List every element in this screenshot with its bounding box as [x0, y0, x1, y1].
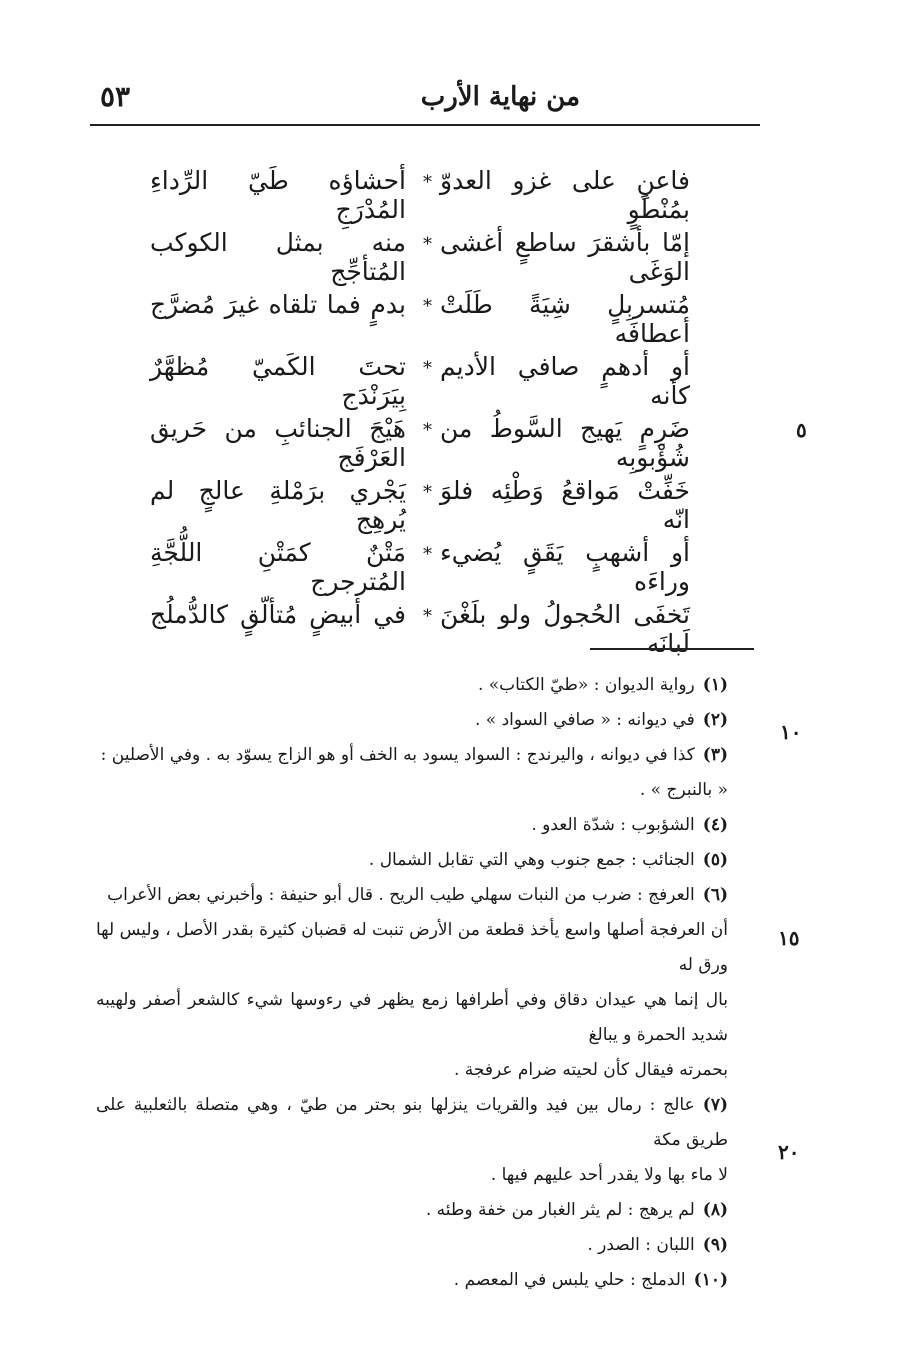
footnote-text: الجنائب : جمع جنوب وهي التي تقابل الشمال .: [368, 850, 695, 870]
hemistich-second: مَتْنٌ كمَتْنِ اللُّجَّةِ المُترجرج: [150, 538, 406, 596]
verse-separator: *: [423, 358, 432, 379]
verse-separator: *: [423, 606, 432, 627]
hemistich-second: تحتَ الكَميّ مُظهَّرٌ بِيَرَنْدَج: [150, 352, 406, 410]
verse-separator: *: [423, 420, 432, 441]
footnote-6-continuation: بال إنما هي عيدان دقاق وفي أطرافها زمع يظهر في رءوسها شيء كالشعر أصفر ولهيبه شديد الحمرة و يبالغ: [96, 990, 728, 1045]
footnote-1: [96, 668, 728, 703]
footnotes: [96, 668, 728, 1298]
footnote-label: (٩): [702, 1235, 728, 1255]
footnote-label: (١): [702, 675, 728, 695]
hemistich-first: تَخفَى الحُجولُ ولو بلَغْنَ لَبانَه: [440, 600, 690, 658]
footnote-label: (٨): [702, 1200, 728, 1220]
verse-7: [150, 532, 690, 594]
footnote-9: [96, 1228, 728, 1263]
header-rule: [90, 124, 760, 126]
page-number: ٥٣: [100, 80, 131, 113]
footnote-label: (٣): [702, 745, 728, 765]
footnote-text: عالج : رمال بين فيد والقريات ينزلها بنو بحتر من طيّ ، وهي متصلة بالثعلبية على طريق مكة: [96, 1095, 728, 1150]
verse-8: [150, 594, 690, 656]
footnote-6-continuation: أن العرفجة أصلها واسع يأخذ قطعة من الأرض تنبت له قضبان كثيرة بقدر الأصل ، وليس لها ورق له: [96, 920, 728, 975]
footnote-7: [96, 1088, 728, 1158]
footnote-label: (٤): [702, 815, 728, 835]
margin-line-number: ٢٠: [778, 1140, 800, 1164]
margin-line-number: ٥: [796, 418, 807, 442]
margin-line-number: ١٠: [780, 720, 802, 744]
hemistich-first: مُتسربِلٍ شِيَةً طَلَتْ أعطافَه: [440, 290, 690, 348]
verse-separator: *: [423, 172, 432, 193]
footnote-label: (٥): [702, 850, 728, 870]
footnote-text: رواية الديوان : «طيّ الكتاب» .: [477, 675, 695, 695]
footnote-6: [96, 878, 728, 913]
footnote-8: [96, 1193, 728, 1228]
verse-2: [150, 222, 690, 284]
footnote-2: [96, 703, 728, 738]
footnote-10: [96, 1263, 728, 1298]
footnote-5: [96, 843, 728, 878]
footnote-3-continuation: « بالنبرج » .: [639, 780, 728, 800]
footnote-3: [96, 738, 728, 773]
footnote-text: لم يرهج : لم يثر الغبار من خفة وطئه .: [425, 1200, 695, 1220]
hemistich-second: يَجْري برَمْلةِ عالجٍ لم يُرهِج: [150, 476, 406, 534]
footnote-7-continuation: لا ماء بها ولا يقدر أحد عليهم فيها .: [490, 1165, 728, 1185]
footnote-rule: [590, 648, 754, 650]
verse-1: [150, 160, 690, 222]
verse-4: [150, 346, 690, 408]
footnote-text: في ديوانه : « صافي السواد » .: [475, 710, 695, 730]
running-title: من نهاية الأرب: [420, 82, 580, 112]
footnote-label: (٢): [702, 710, 728, 730]
hemistich-first: فاعنِ على غزو العدوّ بمُنْطَوٍ: [440, 166, 690, 224]
verse-separator: *: [423, 544, 432, 565]
verse-6: [150, 470, 690, 532]
footnote-text: الدملج : حلي يلبس في المعصم .: [453, 1270, 686, 1290]
footnote-6-continuation: بحمرته فيقال كأن لحيته ضرام عرفجة .: [453, 1060, 728, 1080]
footnote-4: [96, 808, 728, 843]
hemistich-first: خَفِّتْ مَواقعُ وَطْئِه فلوَ انّه: [440, 476, 690, 534]
verse-separator: *: [423, 296, 432, 317]
footnote-text: كذا في ديوانه ، واليرندج : السواد يسود به الخف أو هو الزاج يسوّد به . وفي الأصلين :: [100, 745, 695, 765]
page-header: [90, 78, 760, 124]
verse-separator: *: [423, 234, 432, 255]
hemistich-first: أو أشهبٍ يَقَقٍ يُضيء وراءَه: [440, 538, 690, 596]
hemistich-second: هَيْجَ الجنائبِ من حَريق العَرْفَج: [150, 414, 406, 472]
footnote-label: (٦): [702, 885, 728, 905]
verse-separator: *: [423, 482, 432, 503]
hemistich-second: في أبيضٍ مُتألّقٍ كالدُّملُج: [150, 600, 406, 629]
hemistich-second: منه بمثل الكوكب المُتأجِّج: [150, 228, 406, 286]
footnote-text: الشؤبوب : شدّة العدو .: [531, 815, 695, 835]
verse-5: [150, 408, 690, 470]
hemistich-first: إمّا بأشقرَ ساطعٍ أغشى الوَغَى: [440, 228, 690, 286]
footnote-label: (١٠): [693, 1270, 728, 1290]
verse-3: [150, 284, 690, 346]
hemistich-first: ضَرِمٍ يَهيج السَّوطُ من شُؤْبوبِه: [440, 414, 690, 472]
poem: [150, 160, 690, 656]
footnote-text: العرفج : ضرب من النبات سهلي طيب الريح . قال أبو حنيفة : وأخبرني بعض الأعراب: [107, 885, 695, 905]
footnote-label: (٧): [702, 1095, 728, 1115]
hemistich-second: أحشاؤه طَيّ الرِّداءِ المُدْرَجِ: [150, 166, 406, 224]
margin-line-number: ١٥: [778, 926, 800, 950]
footnote-text: اللبان : الصدر .: [587, 1235, 695, 1255]
hemistich-first: أو أدهمٍ صافي الأديم كأنه: [440, 352, 690, 410]
hemistich-second: بدمٍ فما تلقاه غيرَ مُضرَّج: [150, 290, 406, 319]
